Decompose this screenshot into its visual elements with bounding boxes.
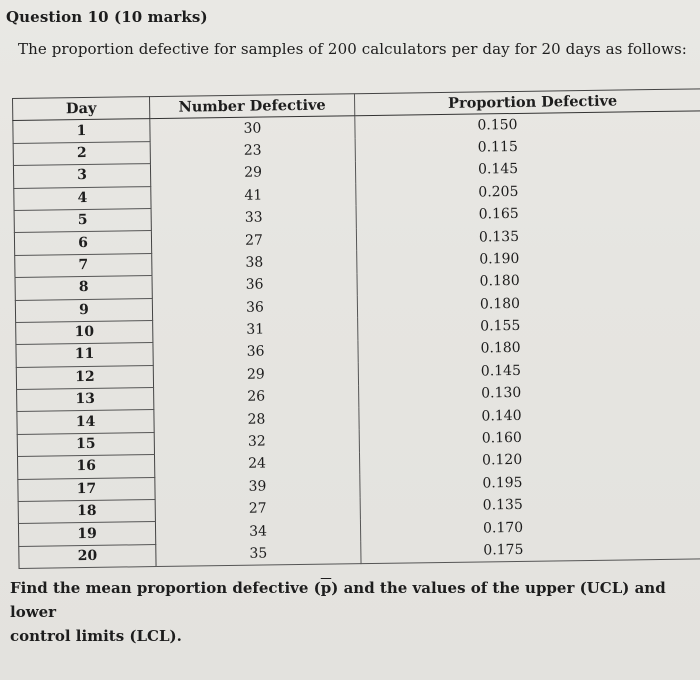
question-title: Question 10 (10 marks) (6, 8, 208, 26)
cell-day: 16 (18, 455, 155, 479)
cell-proportion-defective: 0.145 (480, 362, 522, 380)
question-prompt (10, 576, 690, 648)
cell-number-defective: 27 (155, 497, 360, 522)
cell-proportion-defective: 0.155 (480, 318, 521, 335)
cell-day: 2 (13, 141, 150, 165)
cell-proportion-defective: 0.190 (479, 250, 520, 268)
cell-number-defective: 36 (152, 295, 357, 320)
question-intro: The proportion defective for samples of 200 calculators per day for 20 days as follows: (18, 40, 687, 58)
cell-day: 13 (17, 388, 154, 412)
cell-number-defective: 26 (154, 385, 359, 410)
cell-day: 10 (16, 320, 153, 344)
cell-proportion-defective: 0.170 (482, 519, 524, 537)
cell-number-defective: 29 (153, 362, 358, 387)
data-table-container (12, 88, 700, 568)
header-proportion-defective: Proportion Defective (354, 89, 700, 116)
cell-proportion-defective: 0.140 (481, 407, 522, 425)
cell-proportion-defective: 0.135 (478, 228, 520, 246)
cell-day: 5 (14, 209, 151, 233)
cell-day: 4 (14, 186, 151, 210)
cell-proportion-defective: 0.150 (477, 116, 518, 134)
cell-day: 8 (15, 276, 152, 300)
cell-number-defective: 41 (151, 183, 356, 208)
cell-day: 14 (17, 410, 154, 434)
cell-proportion-defective: 0.135 (482, 497, 523, 514)
cell-day: 18 (18, 500, 155, 524)
cell-number-defective: 28 (154, 407, 359, 432)
cell-number-defective: 36 (153, 340, 358, 365)
cell-number-defective: 30 (150, 116, 355, 141)
prompt-text-start: Find the mean proportion defective ( (10, 579, 321, 597)
prompt-text-line2: control limits (LCL). (10, 627, 182, 645)
cell-day: 19 (18, 522, 155, 546)
cell-day: 12 (16, 365, 153, 389)
cell-day: 15 (17, 432, 154, 456)
cell-number-defective: 38 (152, 250, 357, 275)
cell-number-defective: 32 (154, 430, 359, 455)
cell-day: 20 (19, 544, 156, 568)
cell-day: 3 (13, 164, 150, 188)
cell-proportion-defective: 0.205 (478, 183, 519, 201)
prompt-text-end: ) and the values of the upper (UCL) and lower (10, 579, 666, 621)
cell-day: 17 (18, 477, 155, 501)
cell-number-defective: 24 (154, 452, 359, 477)
cell-number-defective: 34 (155, 519, 360, 544)
cell-day: 9 (15, 298, 152, 322)
cell-proportion-defective: 0.180 (480, 340, 521, 357)
cell-day: 1 (13, 119, 150, 143)
cell-day: 6 (14, 231, 151, 255)
cell-proportion-defective: 0.180 (479, 273, 520, 290)
cell-proportion-defective: 0.120 (482, 452, 523, 469)
cell-number-defective: 29 (150, 161, 355, 186)
cell-proportion-defective: 0.195 (482, 474, 523, 492)
cell-proportion-defective: 0.175 (361, 536, 700, 563)
header-day: Day (13, 97, 150, 121)
data-table (12, 88, 700, 569)
p-bar-symbol: $\overline{p}$ (320, 579, 332, 597)
cell-proportion-defective: 0.180 (479, 295, 521, 313)
cell-proportion-defective: 0.130 (481, 385, 522, 402)
cell-day: 11 (16, 343, 153, 367)
header-number-defective: Number Defective (149, 94, 354, 119)
cell-number-defective: 35 (156, 541, 361, 566)
cell-number-defective: 27 (151, 228, 356, 253)
cell-number-defective: 23 (150, 138, 355, 163)
cell-number-defective: 39 (155, 474, 360, 499)
cell-day: 7 (15, 253, 152, 277)
cell-proportion-defective: 0.160 (481, 429, 523, 447)
cell-number-defective: 31 (153, 318, 358, 343)
cell-proportion-defective: 0.145 (477, 161, 519, 178)
cell-number-defective: 36 (152, 273, 357, 298)
cell-proportion-defective: 0.165 (478, 206, 519, 223)
cell-proportion-defective: 0.115 (477, 138, 518, 156)
cell-number-defective: 33 (151, 206, 356, 231)
